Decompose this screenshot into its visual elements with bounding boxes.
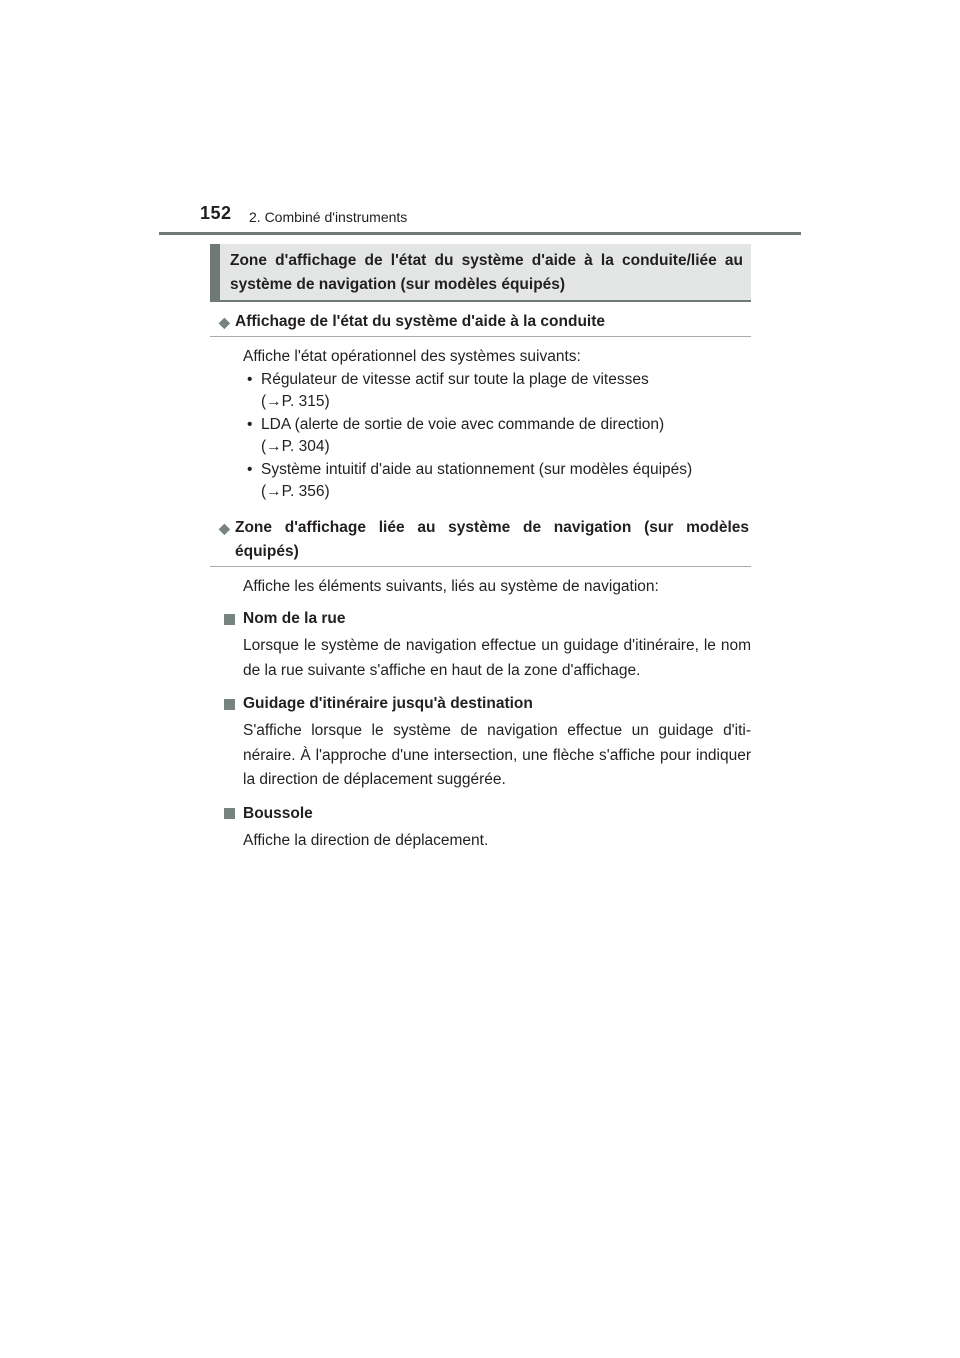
item-title: Boussole bbox=[243, 804, 313, 822]
list-item-text: LDA (alerte de sortie de voie avec commande de direction) bbox=[261, 415, 665, 433]
list-item bbox=[243, 369, 751, 414]
paragraph: Affiche les éléments suivants, liés au système de navigation: bbox=[243, 577, 659, 595]
subsection-heading-driving-support bbox=[210, 310, 751, 337]
subsection-body bbox=[210, 576, 751, 599]
square-bullet-icon bbox=[224, 614, 235, 625]
page-number: 152 bbox=[200, 203, 232, 223]
list-item-text: Système intuitif d'aide au stationnement (sur modèles équipés) bbox=[261, 460, 693, 478]
item-heading bbox=[210, 693, 751, 715]
subsection-heading-navigation bbox=[210, 516, 751, 567]
subsection-body bbox=[210, 346, 751, 504]
item-heading bbox=[210, 803, 751, 825]
list-item-text: Régulateur de vitesse actif sur toute la plage de vitesses bbox=[261, 370, 649, 388]
square-bullet-icon bbox=[224, 808, 235, 819]
item-description: Lorsque le système de navigation effectue un guidage d'itinéraire, le nom de la rue suivante s'affiche en haut de la zone d'affichage. bbox=[243, 637, 751, 679]
section-title-box bbox=[210, 244, 751, 302]
item-description: S'affiche lorsque le système de navigation effectue un guidage d'iti-néraire. À l'approche d'une intersection, une flèche s'affiche pour indiquer la direction de déplacement suggérée. bbox=[243, 722, 751, 788]
list-item bbox=[243, 414, 751, 459]
paragraph: Affiche l'état opérationnel des systèmes suivants: bbox=[243, 348, 581, 365]
header-rule bbox=[159, 232, 801, 235]
bullet-dot: • bbox=[247, 370, 253, 388]
item-heading bbox=[210, 608, 751, 630]
subsection-title: Affichage de l'état du système d'aide à la conduite bbox=[235, 313, 605, 330]
bullet-dot: • bbox=[247, 415, 253, 433]
item-title: Guidage d'itinéraire jusqu'à destination bbox=[243, 695, 533, 712]
page-reference-link[interactable]: (→P. 315) bbox=[261, 393, 330, 410]
diamond-bullet-icon: ◆ bbox=[219, 314, 230, 330]
list-item bbox=[243, 459, 751, 504]
running-header: 2. Combiné d'instruments bbox=[249, 209, 408, 225]
page-content bbox=[210, 244, 751, 853]
section-title: Zone d'affichage de l'état du système d'aide à la conduite/liée au système de navigation (sur modèles équipés) bbox=[230, 252, 743, 293]
square-bullet-icon bbox=[224, 699, 235, 710]
subsection-title: Zone d'affichage liée au système de navigation (sur modèles équipés) bbox=[235, 518, 749, 560]
item-description: Affiche la direction de déplacement. bbox=[243, 831, 489, 849]
page-reference-link[interactable]: (→P. 356) bbox=[261, 483, 330, 500]
bullet-dot: • bbox=[247, 460, 253, 478]
diamond-bullet-icon: ◆ bbox=[219, 519, 230, 536]
item-title: Nom de la rue bbox=[243, 610, 346, 627]
page-reference-link[interactable]: (→P. 304) bbox=[261, 438, 330, 455]
